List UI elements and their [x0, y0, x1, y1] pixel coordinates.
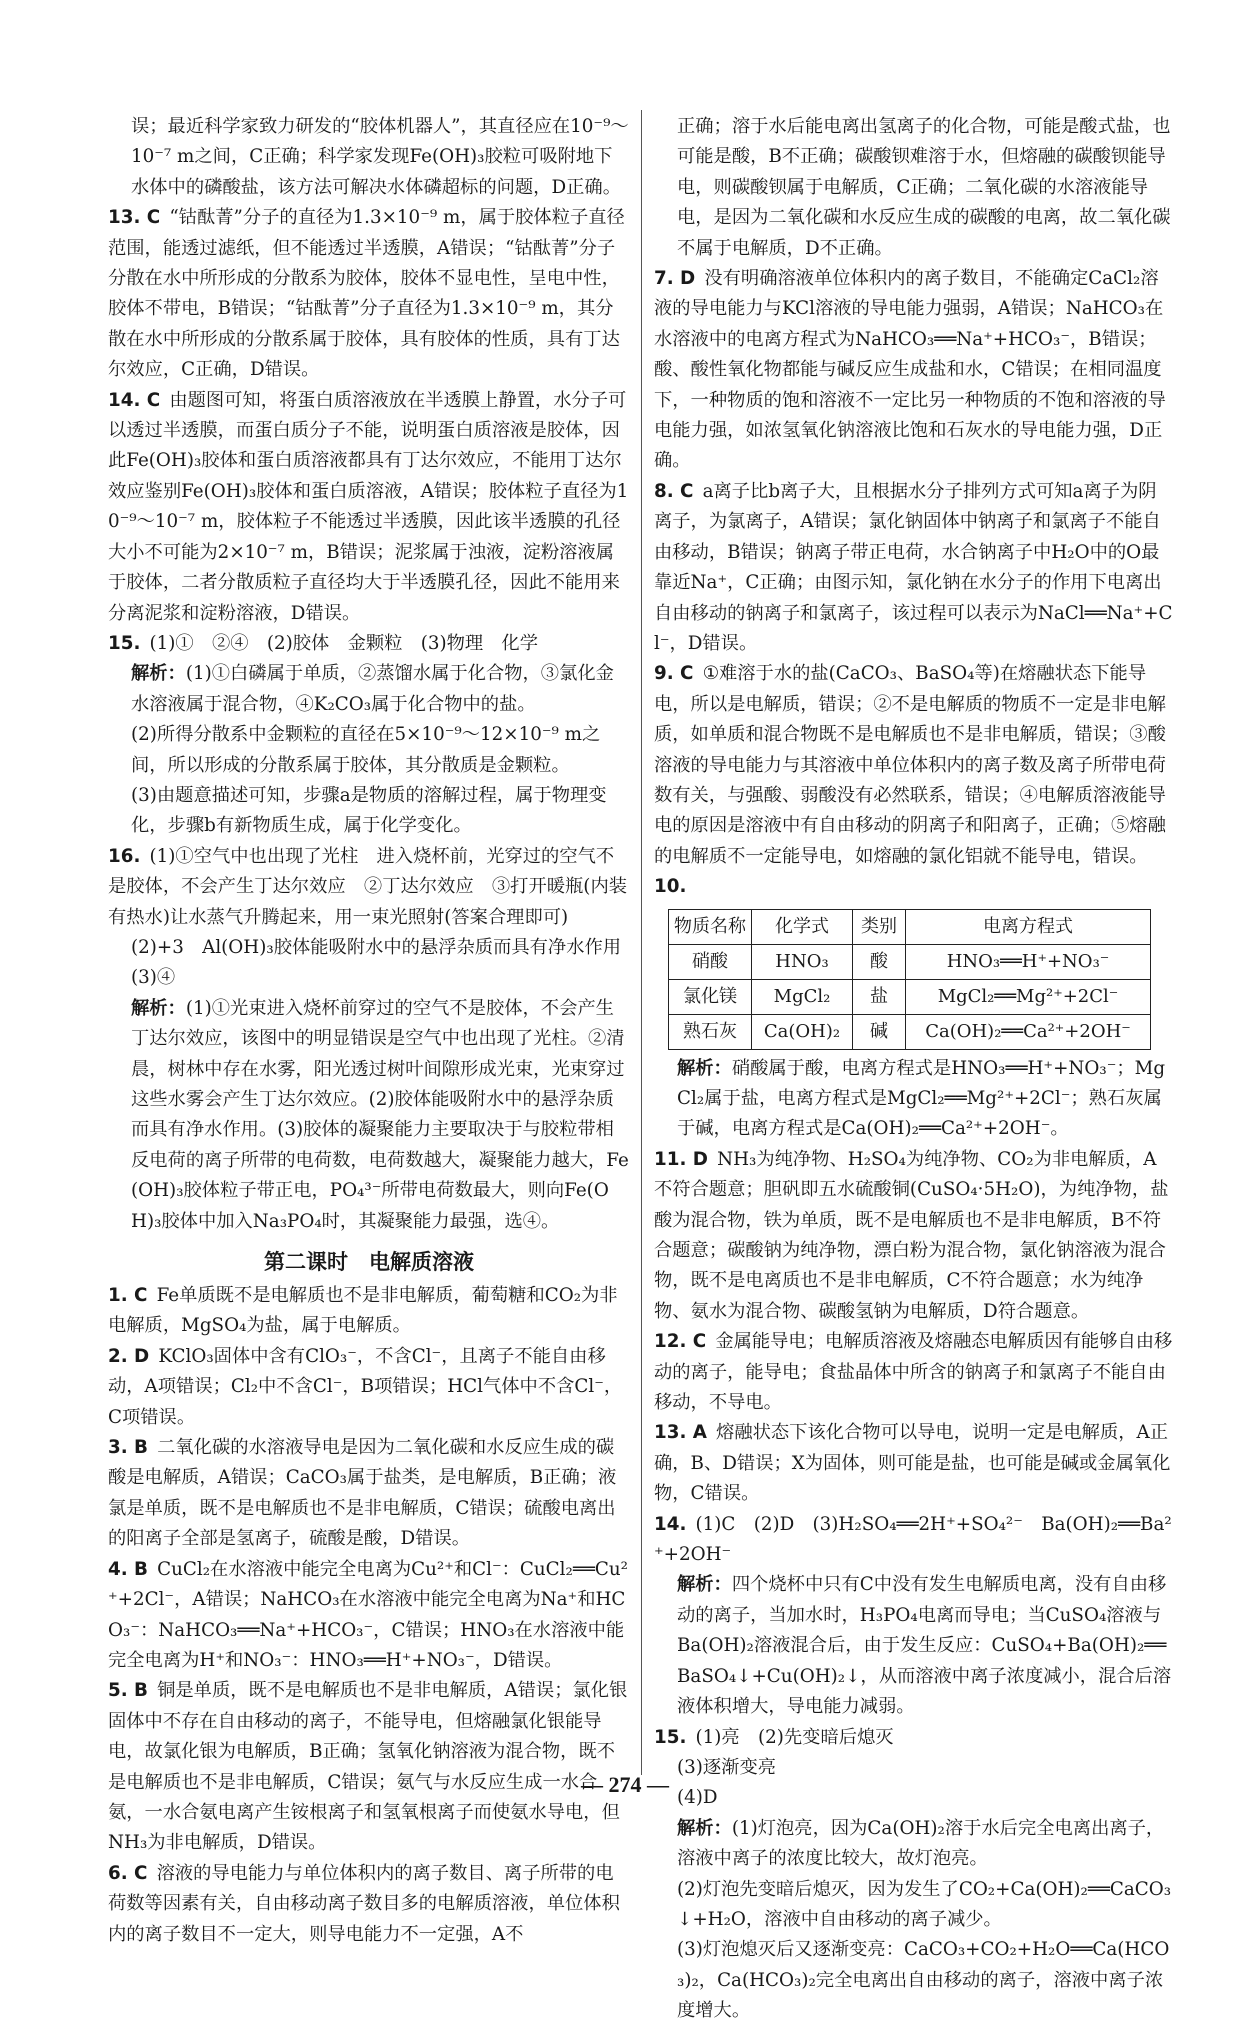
right-column-top — [654, 112, 1174, 903]
answer-item — [654, 1327, 1174, 1418]
right-column — [654, 112, 1174, 2027]
answer-text: (1)① ②④ (2)胶体 金颗粒 (3)物理 化学 — [149, 632, 538, 654]
answer-number: 11. D — [654, 1148, 708, 1170]
answer-text: a离子比b离子大，且根据水分子排列方式可知a离子为阴离子，为氯离子，A错误；氯化钠固体中钠离子和氯离子不能自由移动，B错误；钠离子带正电荷，水合钠离子中H₂O中的O最靠近Na⁺，C正确；由图示知，氯化钠在水分子的作用下电离出自由移动的钠离子和氯离子，该过程可以表示为NaCl══Na⁺+Cl⁻，D错误。 — [654, 480, 1173, 654]
answer-item — [654, 264, 1174, 477]
answer-number: 15. — [108, 632, 141, 654]
answer-text: Fe单质既不是电解质也不是非电解质，葡萄糖和CO₂为非电解质，MgSO₄为盐，属于电解质。 — [108, 1285, 618, 1337]
analysis-label: 解析： — [677, 1574, 732, 1596]
answer-detail — [108, 933, 640, 994]
answer-item — [108, 1281, 630, 1342]
answer-detail — [108, 720, 630, 781]
answer-text: (1)灯泡亮，因为Ca(OH)₂溶于水后完全电离出离子，溶液中离子的浓度比较大，故灯泡亮。 — [677, 1817, 1165, 1870]
table-header: 化学式 — [752, 909, 853, 944]
answer-number: 15. — [654, 1726, 687, 1748]
answer-number: 16. — [108, 845, 141, 867]
analysis-label: 解析： — [677, 1817, 732, 1839]
table-row — [669, 979, 1151, 1014]
analysis-label: 解析： — [131, 997, 186, 1019]
answer-detail — [108, 994, 630, 1237]
answer-detail — [108, 781, 630, 842]
answer-item — [108, 1342, 630, 1433]
table-header: 物质名称 — [669, 909, 752, 944]
answer-number: 9. C — [654, 663, 694, 685]
answer-number: 5. B — [108, 1680, 148, 1702]
table-cell: Ca(OH)₂══Ca²⁺+2OH⁻ — [906, 1014, 1151, 1049]
table-cell: HNO₃ — [752, 944, 853, 979]
answer-text: (3)逐渐变亮 — [677, 1756, 777, 1778]
table-cell: 硝酸 — [669, 944, 752, 979]
answer-text: 误；最近科学家致力研发的“胶体机器人”，其直径应在10⁻⁹～10⁻⁷ m之间，C正确；科学家发现Fe(OH)₃胶粒可吸附地下水体中的磷酸盐，该方法可解决水体磷超标的问题，D正确。 — [131, 116, 629, 198]
answer-text: (1)①光束进入烧杯前穿过的空气不是胶体，不会产生丁达尔效应，该图中的明显错误是空气中也出现了光柱。②清晨，树林中存在水雾，阳光透过树叶间隙形成光束，光束穿过这些水雾会产生丁达尔效应。(2)胶体能吸附水中的悬浮杂质而具有净水作用。(3)胶体的凝聚能力主要取决于与胶粒带相反电荷的离子所带的电荷数，电荷数越大，凝聚能力越大，Fe(OH)₃胶体粒子带正电，PO₄³⁻所带电荷数最大，则向Fe(OH)₃胶体中加入Na₃PO₄时，其凝聚能力最强，选④。 — [131, 997, 629, 1232]
answer-text: 没有明确溶液单位体积内的离子数目，不能确定CaCl₂溶液的导电能力与KCl溶液的导电能力强弱，A错误；NaHCO₃在水溶液中的电离方程式为NaHCO₃══Na⁺+HCO₃⁻，B错误；酸、酸性氧化物都能与碱反应生成盐和水，C错误；在相同温度下，一种物质的饱和溶液不一定比另一种物质的不饱和溶液的导电能力强，如浓氢氧化钠溶液比饱和石灰水的导电能力强，D正确。 — [654, 268, 1166, 472]
table-cell: MgCl₂ — [752, 979, 853, 1014]
answer-text: (3)由题意描述可知，步骤a是物质的溶解过程，属于物理变化，步骤b有新物质生成，属于化学变化。 — [131, 784, 607, 837]
answer-number: 12. C — [654, 1331, 707, 1353]
answer-item — [108, 629, 630, 659]
answer-number: 6. C — [108, 1862, 148, 1884]
answer-text: 四个烧杯中只有C中没有发生电解质电离，没有自由移动的离子，当加水时，H₃PO₄电离而导电；当CuSO₄溶液与Ba(OH)₂溶液混合后，由于发生反应：CuSO₄+Ba(OH)₂══BaSO₄↓+Cu(OH)₂↓，从而溶液中离子浓度减小，混合后溶液体积增大，导电能力减弱。 — [677, 1574, 1172, 1718]
answer-item — [108, 1859, 630, 1950]
answer-text: (2)+3 Al(OH)₃胶体能吸附水中的悬浮杂质而具有净水作用 (3)④ — [131, 936, 640, 989]
answer-item — [654, 477, 1174, 659]
answer-item — [108, 842, 630, 933]
answer-item — [654, 659, 1174, 872]
answer-item — [654, 1145, 1174, 1327]
answer-number: 14. C — [108, 389, 161, 411]
answer-text: 金属能导电；电解质溶液及熔融态电解质因有能够自由移动的离子，能导电；食盐晶体中所含的钠离子和氯离子不能自由移动，不导电。 — [654, 1331, 1173, 1414]
analysis-label: 解析： — [677, 1057, 732, 1079]
table-header: 类别 — [853, 909, 906, 944]
table-cell: 盐 — [853, 979, 906, 1014]
answer-item — [108, 1676, 630, 1858]
answer-detail — [654, 1570, 1174, 1722]
answer-item — [654, 1418, 1174, 1509]
answer-text: ①难溶于水的盐(CaCO₃、BaSO₄等)在熔融状态下能导电，所以是电解质，错误；②不是电解质的物质不一定是非电解质，如单质和混合物既不是电解质也不是非电解质，错误；③酸溶液的导电能力与其溶液中单位体积内的离子数及离子所带电荷数有关，与强酸、弱酸没有必然联系，错误；④电解质溶液能导电的原因是溶液中有自由移动的阴离子和阳离子，正确；⑤熔融的电解质不一定能导电，如熔融的氯化铝就不能导电，错误。 — [654, 663, 1166, 867]
answer-number: 8. C — [654, 480, 694, 502]
answer-item — [654, 1723, 1174, 1753]
right-column-bottom — [654, 1054, 1174, 2027]
answer-item — [108, 203, 630, 385]
answer-number: 14. — [654, 1513, 687, 1535]
answer-number: 13. C — [108, 207, 161, 229]
electrolyte-table — [668, 909, 1151, 1050]
answer-number: 4. B — [108, 1558, 148, 1580]
table-cell: 氯化镁 — [669, 979, 752, 1014]
answer-detail — [108, 112, 630, 203]
answer-detail — [654, 1054, 1174, 1145]
table-row — [669, 1014, 1151, 1049]
table-cell: 碱 — [853, 1014, 906, 1049]
table-header: 电离方程式 — [906, 909, 1151, 944]
answer-item — [108, 1433, 630, 1555]
answer-text: 熔融状态下该化合物可以导电，说明一定是电解质，A正确，B、D错误；X为固体，则可能是盐，也可能是碱或金属氧化物，C错误。 — [654, 1422, 1171, 1505]
answer-text: 二氧化碳的水溶液导电是因为二氧化碳和水反应生成的碳酸是电解质，A错误；CaCO₃属于盐类，是电解质，B正确；液氯是单质，既不是电解质也不是非电解质，C错误；硫酸电离出的阳离子全部是氢离子，硫酸是酸，D错误。 — [108, 1437, 617, 1550]
answer-item — [108, 386, 630, 629]
answer-text: 硝酸属于酸，电离方程式是HNO₃══H⁺+NO₃⁻；MgCl₂属于盐，电离方程式是MgCl₂══Mg²⁺+2Cl⁻；熟石灰属于碱，电离方程式是Ca(OH)₂══Ca²⁺+2OH⁻。 — [677, 1057, 1166, 1140]
table-cell: MgCl₂══Mg²⁺+2Cl⁻ — [906, 979, 1151, 1014]
answer-text: (1)亮 (2)先变暗后熄灭 — [695, 1726, 894, 1748]
answer-text: (4)D — [677, 1787, 718, 1809]
answer-text: 正确；溶于水后能电离出氢离子的化合物，可能是酸式盐，也可能是酸，B不正确；碳酸钡难溶于水，但熔融的碳酸钡能导电，则碳酸钡属于电解质，C正确；二氧化碳的水溶液能导电，是因为二氧化碳和水反应生成的碳酸的电离，故二氧化碳不属于电解质，D不正确。 — [677, 116, 1171, 259]
answer-detail — [654, 112, 1174, 264]
answer-text: KClO₃固体中含有ClO₃⁻，不含Cl⁻，且离子不能自由移动，A项错误；Cl₂中不含Cl⁻，B项错误；HCl气体中不含Cl⁻，C项错误。 — [108, 1345, 623, 1428]
answer-number: 7. D — [654, 268, 696, 290]
answer-text: NH₃为纯净物、H₂SO₄为纯净物、CO₂为非电解质，A不符合题意；胆矾即五水硫酸铜(CuSO₄·5H₂O)，为纯净物，盐酸为混合物，铁为单质，既不是电解质也不是非电解质，B不符合题意；碳酸钠为纯净物，漂白粉为混合物，氯化钠溶液为混合物，既不是电离质也不是非电解质，C不符合题意；水为纯净物、氨水为混合物、碳酸氢钠为电解质，D符合题意。 — [654, 1148, 1169, 1322]
table-cell: HNO₃══H⁺+NO₃⁻ — [906, 944, 1151, 979]
answer-text: 由题图可知，将蛋白质溶液放在半透膜上静置，水分子可以透过半透膜，而蛋白质分子不能，说明蛋白质溶液是胶体，因此Fe(OH)₃胶体和蛋白质溶液都具有丁达尔效应，不能用丁达尔效应鉴别Fe(OH)₃胶体和蛋白质溶液，A错误；胶体粒子直径为10⁻⁹～10⁻⁷ m，胶体粒子不能透过半透膜，因此该半透膜的孔径大小不可能为2×10⁻⁷ m，B错误；泥浆属于浊液，淀粉溶液属于胶体，二者分散质粒子直径均大于半透膜孔径，因此不能用来分离泥浆和淀粉溶液，D错误。 — [108, 389, 629, 624]
answer-number: 13. A — [654, 1422, 707, 1444]
answer-text: 铜是单质，既不是电解质也不是非电解质，A错误；氯化银固体中不存在自由移动的离子，不能导电，但熔融氯化银能导电，故氯化银为电解质，B正确；氢氧化钠溶液为混合物，既不是电解质也不是非电解质，C错误；氨气与水反应生成一水合氨，一水合氨电离产生铵根离子和氢氧根离子而使氨水导电，但NH₃为非电解质，D错误。 — [108, 1680, 628, 1854]
table-header-row — [669, 909, 1151, 944]
answer-number: 1. C — [108, 1285, 148, 1307]
answer-number: 2. D — [108, 1345, 150, 1367]
answer-text: (1)①空气中也出现了光柱 进入烧杯前，光穿过的空气不是胶体，不会产生丁达尔效应 ②丁达尔效应 ③打开暖瓶(内装有热水)让水蒸气升腾起来，用一束光照射(答案合理即可) — [108, 845, 628, 928]
answer-detail — [654, 1935, 1174, 2026]
page-number: — 274 — — [581, 1772, 669, 1797]
answer-text: (2)灯泡先变暗后熄灭，因为发生了CO₂+Ca(OH)₂══CaCO₃↓+H₂O，溶液中自由移动的离子减少。 — [677, 1878, 1172, 1930]
left-column — [108, 112, 640, 1950]
answer-detail — [108, 659, 630, 720]
answer-item — [108, 1555, 630, 1677]
answer-text: (3)灯泡熄灭后又逐渐变亮：CaCO₃+CO₂+H₂O══Ca(HCO₃)₂，Ca(HCO₃)₂完全电离出自由移动的离子，溶液中离子浓度增大。 — [677, 1939, 1170, 2022]
answer-text: 溶液的导电能力与单位体积内的离子数目、离子所带的电荷数等因素有关，自由移动离子数目多的电解质溶液，单位体积内的离子数目不一定大，则导电能力不一定强，A不 — [108, 1862, 620, 1945]
answer-number: 3. B — [108, 1437, 148, 1459]
analysis-label: 解析： — [131, 663, 186, 685]
table-cell: 酸 — [853, 944, 906, 979]
answer-detail — [654, 1875, 1174, 1936]
answer-text: (1)C (2)D (3)H₂SO₄══2H⁺+SO₄²⁻ Ba(OH)₂══Ba²⁺+2OH⁻ — [654, 1513, 1172, 1566]
answer-text: (2)所得分散系中金颗粒的直径在5×10⁻⁹～12×10⁻⁹ m之间，所以形成的分散系属于胶体，其分散质是金颗粒。 — [131, 724, 601, 776]
answer-item — [654, 872, 1174, 902]
section-heading: 第二课时 电解质溶液 — [264, 1250, 474, 1275]
answer-text: CuCl₂在水溶液中能完全电离为Cu²⁺和Cl⁻：CuCl₂══Cu²⁺+2Cl⁻，A错误；NaHCO₃在水溶液中能完全电离为Na⁺和HCO₃⁻：NaHCO₃══Na⁺+HCO₃⁻，C错误；HNO₃在水溶液中能完全电离为H⁺和NO₃⁻：HNO₃══H⁺+NO₃⁻，D错误。 — [108, 1558, 628, 1671]
column-divider — [641, 110, 642, 1775]
answer-text: (1)①白磷属于单质，②蒸馏水属于化合物，③氯化金水溶液属于混合物，④K₂CO₃属于化合物中的盐。 — [131, 663, 614, 715]
answer-text: “钴酞菁”分子的直径为1.3×10⁻⁹ m，属于胶体粒子直径范围，能透过滤纸，但不能透过半透膜，A错误；“钴酞菁”分子分散在水中所形成的分散系为胶体，胶体不显电性，呈电中性，胶体不带电，B错误；“钴酞菁”分子直径为1.3×10⁻⁹ m，其分散在水中所形成的分散系属于胶体，具有胶体的性质，具有丁达尔效应，C正确，D错误。 — [108, 207, 625, 381]
answer-item — [654, 1510, 1174, 1571]
answer-detail — [654, 1814, 1174, 1875]
table-row — [669, 944, 1151, 979]
table-cell: Ca(OH)₂ — [752, 1014, 853, 1049]
answer-number: 10. — [654, 876, 687, 898]
table-cell: 熟石灰 — [669, 1014, 752, 1049]
